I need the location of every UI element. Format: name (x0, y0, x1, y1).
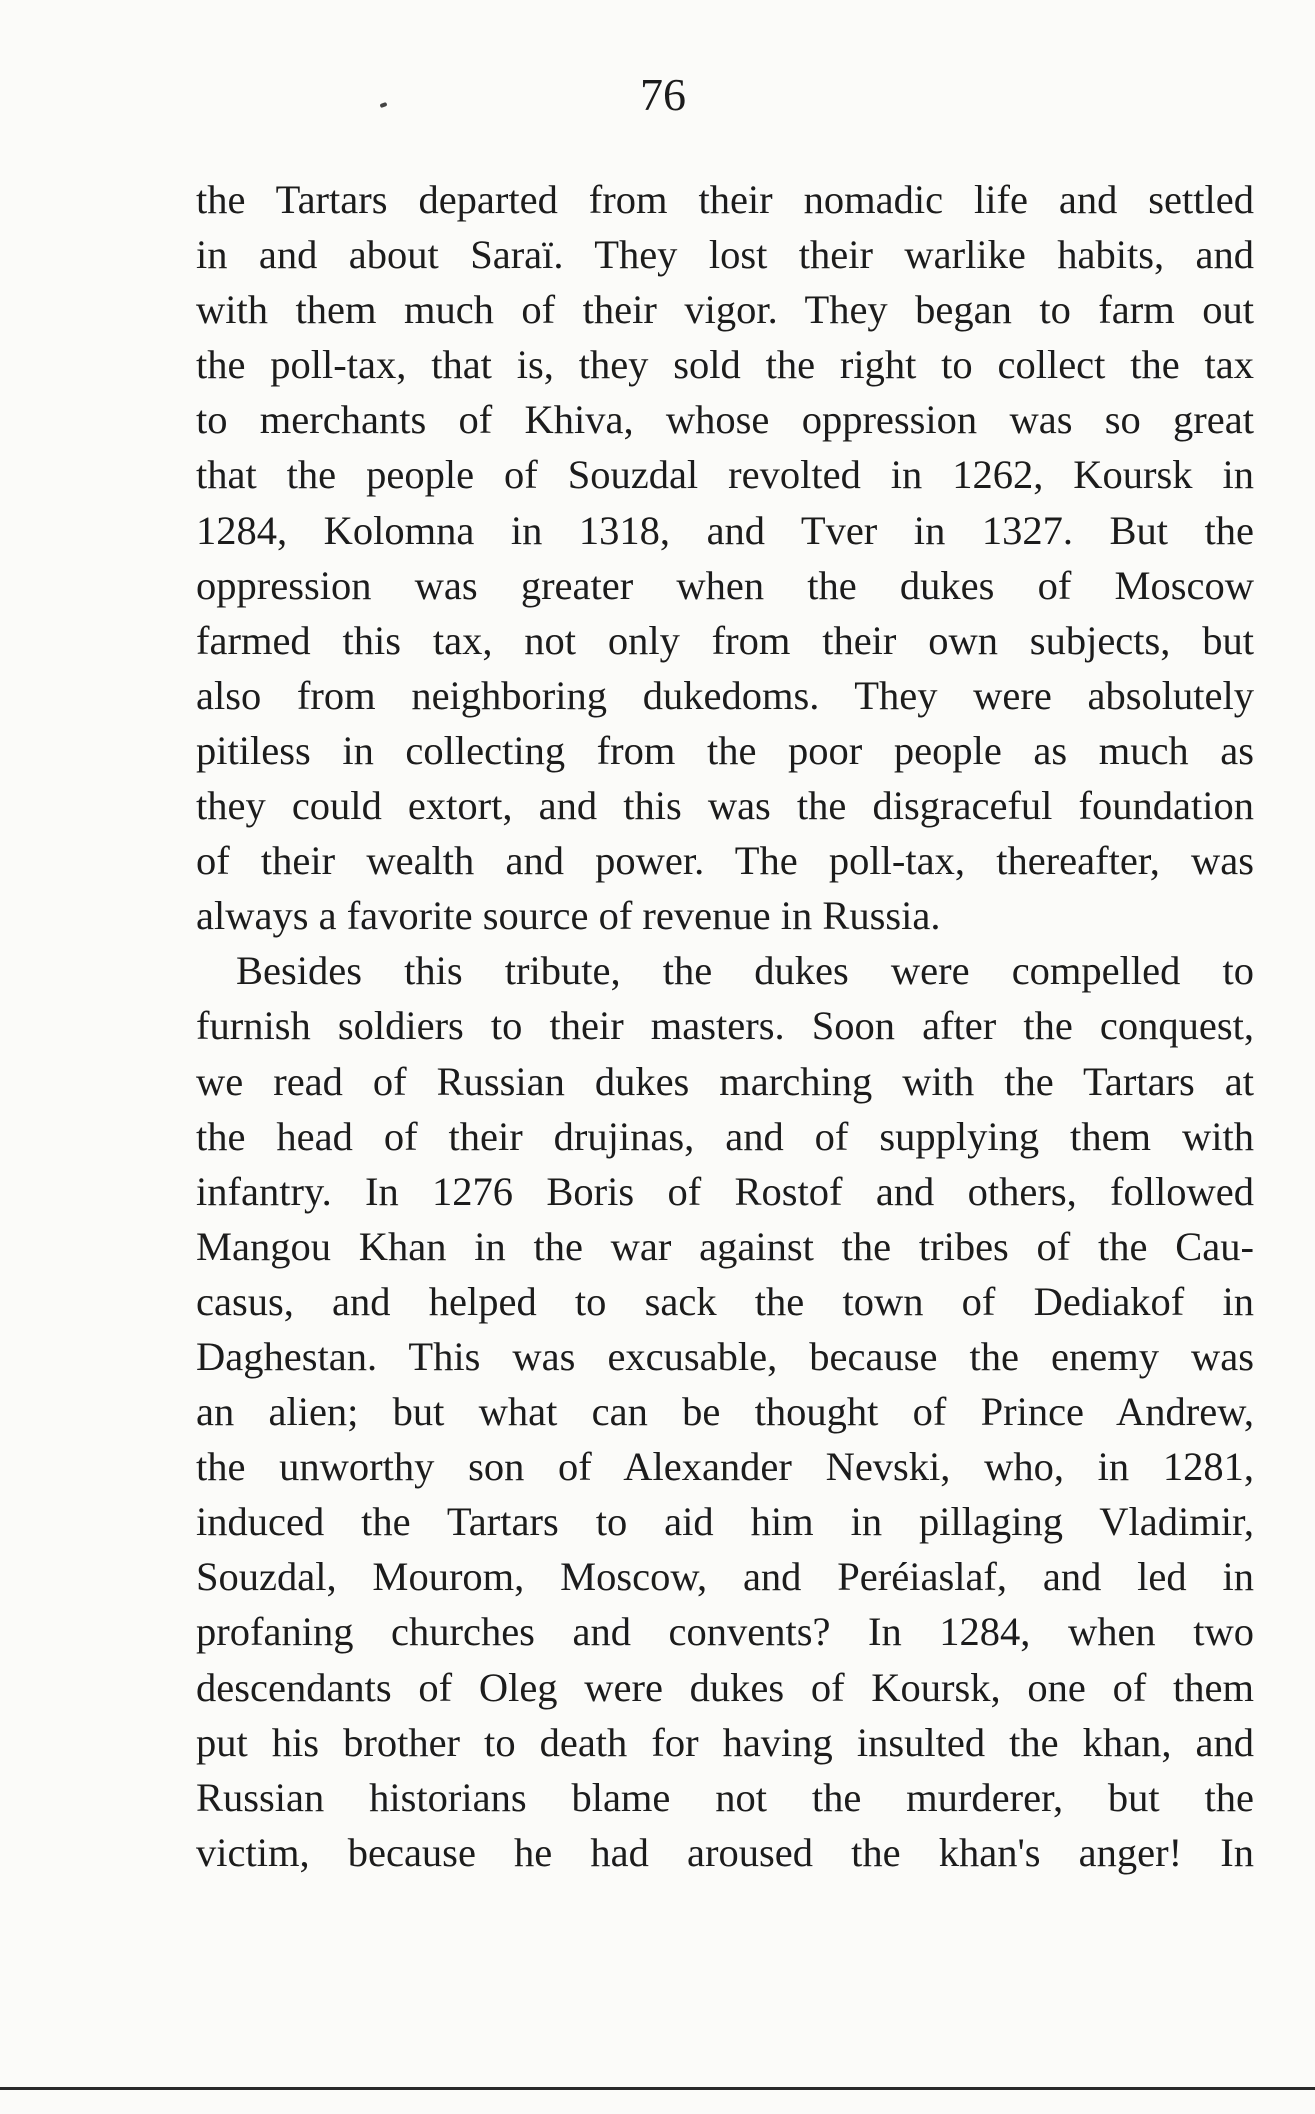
text-line: Russian historians blame not the murderer, but the (196, 1774, 1254, 1820)
text-line: also from neighboring dukedoms. They were absolutely (196, 672, 1254, 718)
text-line: to merchants of Khiva, whose oppression was so great (196, 397, 1254, 443)
body-text (196, 172, 1254, 1880)
text-line: of their wealth and power. The poll-tax, thereafter, was (196, 838, 1254, 884)
text-line: Daghestan. This was excusable, because the enemy was (196, 1333, 1254, 1379)
text-line: induced the Tartars to aid him in pillaging Vladimir, (196, 1499, 1254, 1545)
text-line: with them much of their vigor. They began to farm out (196, 287, 1254, 333)
text-line: Besides this tribute, the dukes were compelled to (236, 948, 1254, 994)
text-line: casus, and helped to sack the town of Dediakof in (196, 1278, 1254, 1324)
text-line: descendants of Oleg were dukes of Koursk, one of them (196, 1664, 1254, 1710)
text-line: Souzdal, Mourom, Moscow, and Peréiaslaf, and led in (196, 1554, 1254, 1600)
text-line: Mangou Khan in the war against the tribes of the Cau- (196, 1223, 1254, 1269)
text-line: the Tartars departed from their nomadic life and settled (196, 177, 1254, 222)
text-line: the poll-tax, that is, they sold the right to collect the tax (196, 342, 1254, 388)
text-line: oppression was greater when the dukes of Moscow (196, 562, 1254, 608)
ink-speck (380, 102, 388, 108)
text-line: the head of their drujinas, and of supplying them with (196, 1113, 1254, 1159)
text-line: 1284, Kolomna in 1318, and Tver in 1327. But the (196, 507, 1254, 553)
page-number: 76 (640, 69, 686, 120)
text-line: in and about Saraï. They lost their warlike habits, and (196, 232, 1254, 278)
paragraph-2 (196, 943, 1254, 1880)
text-line: furnish soldiers to their masters. Soon after the conquest, (196, 1003, 1254, 1049)
text-line: the unworthy son of Alexander Nevski, who, in 1281, (196, 1444, 1254, 1490)
text-line: put his brother to death for having insulted the khan, and (196, 1719, 1254, 1765)
text-line: an alien; but what can be thought of Prince Andrew, (196, 1389, 1254, 1435)
text-line: they could extort, and this was the disgraceful foundation (196, 783, 1254, 829)
text-line: infantry. In 1276 Boris of Rostof and others, followed (196, 1168, 1254, 1214)
scan-edge-rule (0, 2087, 1315, 2090)
text-line: pitiless in collecting from the poor people as much as (196, 727, 1254, 773)
text-line: that the people of Souzdal revolted in 1262, Koursk in (196, 452, 1254, 498)
text-line: victim, because he had aroused the khan's anger! In (196, 1829, 1254, 1875)
text-line: always a favorite source of revenue in Russia. (196, 893, 941, 939)
text-line: profaning churches and convents? In 1284, when two (196, 1609, 1254, 1655)
paragraph-1 (196, 172, 1254, 943)
text-line: we read of Russian dukes marching with the Tartars at (196, 1058, 1254, 1104)
text-line: farmed this tax, not only from their own subjects, but (196, 617, 1254, 663)
